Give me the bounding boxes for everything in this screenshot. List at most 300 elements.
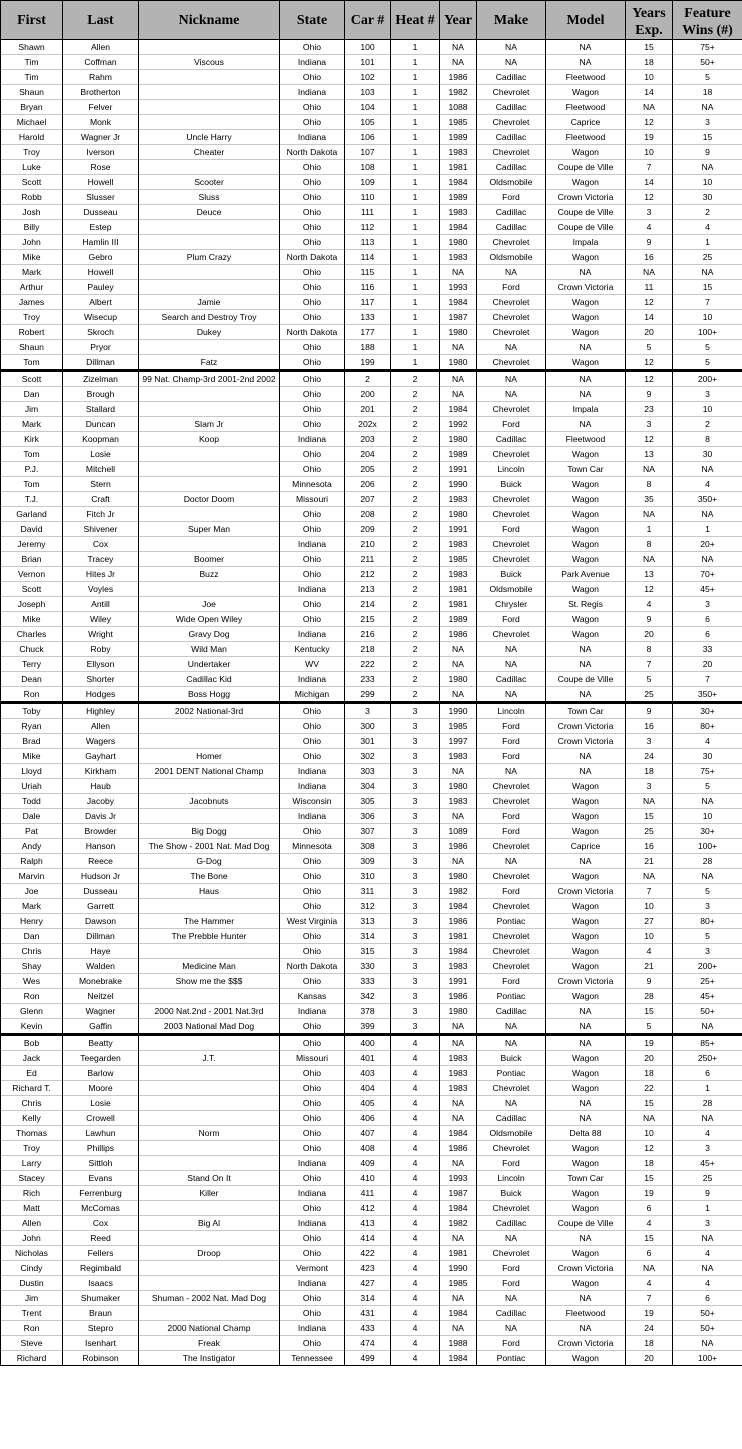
cell-years-exp: 16 xyxy=(626,250,673,265)
cell-model: Wagon xyxy=(546,929,626,944)
cell-year: NA xyxy=(440,642,477,657)
cell-state: Kansas xyxy=(280,989,345,1004)
cell-nickname xyxy=(139,100,280,115)
cell-heat-number: 3 xyxy=(391,824,440,839)
cell-feature-wins: 7 xyxy=(673,672,742,687)
cell-first: Jeremy xyxy=(1,537,63,552)
cell-year: 1984 xyxy=(440,1351,477,1366)
cell-years-exp: 6 xyxy=(626,1201,673,1216)
cell-model: Impala xyxy=(546,235,626,250)
cell-heat-number: 4 xyxy=(391,1066,440,1081)
cell-model: Coupe de Ville xyxy=(546,160,626,175)
cell-first: Ralph xyxy=(1,854,63,869)
cell-make: Cadillac xyxy=(477,220,546,235)
cell-state: Ohio xyxy=(280,552,345,567)
cell-feature-wins: 28 xyxy=(673,1096,742,1111)
cell-first: Rich xyxy=(1,1186,63,1201)
cell-make: NA xyxy=(477,387,546,402)
cell-heat-number: 3 xyxy=(391,959,440,974)
cell-last: Craft xyxy=(63,492,139,507)
cell-last: Rahm xyxy=(63,70,139,85)
cell-year: NA xyxy=(440,1231,477,1246)
cell-heat-number: 3 xyxy=(391,794,440,809)
header-feature-wins-line-2: Wins (#) xyxy=(682,23,733,38)
cell-make: NA xyxy=(477,1291,546,1306)
cell-years-exp: 4 xyxy=(626,597,673,612)
cell-heat-number: 1 xyxy=(391,70,440,85)
cell-first: Terry xyxy=(1,657,63,672)
cell-first: Richard xyxy=(1,1351,63,1366)
cell-years-exp: 27 xyxy=(626,914,673,929)
cell-make: Chevrolet xyxy=(477,310,546,325)
cell-years-exp: 20 xyxy=(626,1351,673,1366)
cell-make: Ford xyxy=(477,1276,546,1291)
cell-year: NA xyxy=(440,657,477,672)
cell-state: Ohio xyxy=(280,40,345,55)
cell-heat-number: 2 xyxy=(391,672,440,687)
cell-first: Scott xyxy=(1,175,63,190)
cell-model: Wagon xyxy=(546,310,626,325)
cell-make: NA xyxy=(477,340,546,355)
cell-first: Ron xyxy=(1,1321,63,1336)
cell-last: Phillips xyxy=(63,1141,139,1156)
cell-feature-wins: 4 xyxy=(673,734,742,749)
cell-nickname xyxy=(139,235,280,250)
cell-make: Oldsmobile xyxy=(477,175,546,190)
cell-heat-number: 4 xyxy=(391,1291,440,1306)
header-heat-number: Heat # xyxy=(391,1,440,40)
table-row xyxy=(1,250,742,265)
cell-state: Ohio xyxy=(280,974,345,989)
cell-first: John xyxy=(1,235,63,250)
cell-car-number: 215 xyxy=(345,612,391,627)
table-row xyxy=(1,839,742,854)
cell-years-exp: 8 xyxy=(626,642,673,657)
cell-car-number: 113 xyxy=(345,235,391,250)
cell-first: Matt xyxy=(1,1201,63,1216)
cell-make: Ford xyxy=(477,190,546,205)
cell-make: Chevrolet xyxy=(477,552,546,567)
cell-make: Oldsmobile xyxy=(477,1126,546,1141)
cell-years-exp: 7 xyxy=(626,657,673,672)
cell-year: 1987 xyxy=(440,1186,477,1201)
cell-years-exp: 18 xyxy=(626,55,673,70)
cell-year: 1991 xyxy=(440,522,477,537)
table-row xyxy=(1,265,742,280)
cell-year: 1980 xyxy=(440,432,477,447)
cell-last: Evans xyxy=(63,1171,139,1186)
cell-feature-wins: 5 xyxy=(673,355,742,371)
cell-feature-wins: 8 xyxy=(673,432,742,447)
cell-feature-wins: 30 xyxy=(673,749,742,764)
cell-last: Browder xyxy=(63,824,139,839)
cell-model: Wagon xyxy=(546,1201,626,1216)
cell-make: Cadillac xyxy=(477,672,546,687)
cell-feature-wins: 10 xyxy=(673,402,742,417)
cell-make: Chevrolet xyxy=(477,145,546,160)
cell-state: Ohio xyxy=(280,749,345,764)
cell-nickname: Doctor Doom xyxy=(139,492,280,507)
cell-last: Wagner Jr xyxy=(63,130,139,145)
cell-first: Ed xyxy=(1,1066,63,1081)
cell-year: 1983 xyxy=(440,537,477,552)
cell-first: Joseph xyxy=(1,597,63,612)
cell-last: Jacoby xyxy=(63,794,139,809)
cell-car-number: 100 xyxy=(345,40,391,55)
table-row xyxy=(1,1096,742,1111)
cell-state: North Dakota xyxy=(280,325,345,340)
cell-car-number: 423 xyxy=(345,1261,391,1276)
cell-year: 1989 xyxy=(440,130,477,145)
cell-car-number: 105 xyxy=(345,115,391,130)
cell-first: Shaun xyxy=(1,340,63,355)
cell-nickname xyxy=(139,1111,280,1126)
cell-nickname xyxy=(139,989,280,1004)
cell-first: John xyxy=(1,1231,63,1246)
cell-first: Brian xyxy=(1,552,63,567)
cell-last: Iverson xyxy=(63,145,139,160)
cell-last: Cox xyxy=(63,1216,139,1231)
cell-make: Chevrolet xyxy=(477,1081,546,1096)
cell-year: NA xyxy=(440,40,477,55)
cell-nickname: Plum Crazy xyxy=(139,250,280,265)
cell-years-exp: 16 xyxy=(626,839,673,854)
cell-first: Todd xyxy=(1,794,63,809)
cell-make: Ford xyxy=(477,824,546,839)
cell-nickname: 2002 National-3rd xyxy=(139,703,280,719)
cell-heat-number: 3 xyxy=(391,989,440,1004)
cell-last: Roby xyxy=(63,642,139,657)
table-row xyxy=(1,552,742,567)
cell-first: Luke xyxy=(1,160,63,175)
cell-year: 1989 xyxy=(440,612,477,627)
header-years-exp xyxy=(626,1,673,40)
cell-feature-wins: 3 xyxy=(673,387,742,402)
header-year: Year xyxy=(440,1,477,40)
cell-years-exp: 12 xyxy=(626,1141,673,1156)
cell-state: Missouri xyxy=(280,1051,345,1066)
cell-model: NA xyxy=(546,417,626,432)
cell-make: Pontiac xyxy=(477,989,546,1004)
cell-nickname: Sluss xyxy=(139,190,280,205)
cell-years-exp: 12 xyxy=(626,371,673,387)
cell-make: Chevrolet xyxy=(477,1201,546,1216)
cell-make: Cadillac xyxy=(477,432,546,447)
cell-car-number: 309 xyxy=(345,854,391,869)
cell-car-number: 403 xyxy=(345,1066,391,1081)
cell-state: Missouri xyxy=(280,492,345,507)
cell-car-number: 407 xyxy=(345,1126,391,1141)
cell-first: Tim xyxy=(1,70,63,85)
cell-last: Losie xyxy=(63,1096,139,1111)
cell-year: 1980 xyxy=(440,507,477,522)
cell-feature-wins: 2 xyxy=(673,205,742,220)
cell-model: Wagon xyxy=(546,914,626,929)
cell-heat-number: 4 xyxy=(391,1306,440,1321)
table-row xyxy=(1,145,742,160)
cell-heat-number: 1 xyxy=(391,265,440,280)
cell-nickname: Jacobnuts xyxy=(139,794,280,809)
cell-last: Beatty xyxy=(63,1035,139,1051)
cell-feature-wins: 45+ xyxy=(673,582,742,597)
cell-last: Duncan xyxy=(63,417,139,432)
cell-state: Ohio xyxy=(280,205,345,220)
cell-feature-wins: 80+ xyxy=(673,914,742,929)
header-model: Model xyxy=(546,1,626,40)
cell-car-number: 303 xyxy=(345,764,391,779)
cell-last: Allen xyxy=(63,719,139,734)
cell-car-number: 314 xyxy=(345,929,391,944)
cell-feature-wins: 45+ xyxy=(673,1156,742,1171)
cell-last: Albert xyxy=(63,295,139,310)
cell-heat-number: 4 xyxy=(391,1231,440,1246)
cell-nickname xyxy=(139,899,280,914)
cell-state: North Dakota xyxy=(280,959,345,974)
cell-years-exp: 16 xyxy=(626,719,673,734)
cell-year: 1983 xyxy=(440,1066,477,1081)
cell-last: Dawson xyxy=(63,914,139,929)
cell-nickname xyxy=(139,537,280,552)
cell-heat-number: 1 xyxy=(391,100,440,115)
cell-years-exp: 8 xyxy=(626,537,673,552)
cell-feature-wins: 5 xyxy=(673,884,742,899)
cell-year: 1984 xyxy=(440,220,477,235)
cell-years-exp: 9 xyxy=(626,387,673,402)
cell-heat-number: 2 xyxy=(391,371,440,387)
table-row xyxy=(1,355,742,371)
cell-year: NA xyxy=(440,854,477,869)
cell-state: Tennessee xyxy=(280,1351,345,1366)
table-row xyxy=(1,824,742,839)
table-row xyxy=(1,205,742,220)
cell-nickname: Haus xyxy=(139,884,280,899)
cell-car-number: 342 xyxy=(345,989,391,1004)
cell-years-exp: 24 xyxy=(626,1321,673,1336)
table-row xyxy=(1,1066,742,1081)
cell-model: Wagon xyxy=(546,824,626,839)
cell-last: McComas xyxy=(63,1201,139,1216)
cell-nickname: Scooter xyxy=(139,175,280,190)
cell-nickname xyxy=(139,1096,280,1111)
cell-make: Buick xyxy=(477,1051,546,1066)
cell-heat-number: 1 xyxy=(391,235,440,250)
cell-car-number: 109 xyxy=(345,175,391,190)
cell-state: Ohio xyxy=(280,884,345,899)
cell-model: Wagon xyxy=(546,1156,626,1171)
cell-nickname: Cadillac Kid xyxy=(139,672,280,687)
table-row xyxy=(1,884,742,899)
table-row xyxy=(1,280,742,295)
cell-heat-number: 2 xyxy=(391,537,440,552)
cell-model: Wagon xyxy=(546,612,626,627)
cell-year: 1983 xyxy=(440,250,477,265)
header-years-exp-line-1: Years xyxy=(632,6,666,21)
cell-year: 1983 xyxy=(440,1081,477,1096)
cell-nickname: 99 Nat. Champ-3rd 2001-2nd 2002 xyxy=(139,371,280,387)
cell-feature-wins: 4 xyxy=(673,1276,742,1291)
cell-make: Cadillac xyxy=(477,160,546,175)
cell-last: Braun xyxy=(63,1306,139,1321)
cell-nickname: 2001 DENT National Champ xyxy=(139,764,280,779)
cell-feature-wins: 5 xyxy=(673,70,742,85)
cell-state: Minnesota xyxy=(280,839,345,854)
cell-first: Andy xyxy=(1,839,63,854)
cell-first: Ron xyxy=(1,989,63,1004)
cell-car-number: 474 xyxy=(345,1336,391,1351)
cell-feature-wins: 30 xyxy=(673,190,742,205)
cell-nickname xyxy=(139,85,280,100)
cell-heat-number: 4 xyxy=(391,1035,440,1051)
cell-years-exp: 11 xyxy=(626,280,673,295)
cell-year: 1988 xyxy=(440,1336,477,1351)
cell-last: Hodges xyxy=(63,687,139,703)
cell-nickname xyxy=(139,160,280,175)
cell-state: Ohio xyxy=(280,310,345,325)
cell-first: Kirk xyxy=(1,432,63,447)
cell-year: 1983 xyxy=(440,1051,477,1066)
table-row xyxy=(1,220,742,235)
cell-state: Michigan xyxy=(280,687,345,703)
table-row xyxy=(1,492,742,507)
cell-model: St. Regis xyxy=(546,597,626,612)
cell-last: Stallard xyxy=(63,402,139,417)
cell-model: Impala xyxy=(546,402,626,417)
cell-first: Dean xyxy=(1,672,63,687)
cell-state: Ohio xyxy=(280,1201,345,1216)
cell-car-number: 313 xyxy=(345,914,391,929)
cell-year: 1980 xyxy=(440,779,477,794)
cell-last: Haub xyxy=(63,779,139,794)
cell-car-number: 206 xyxy=(345,477,391,492)
cell-car-number: 201 xyxy=(345,402,391,417)
cell-make: Oldsmobile xyxy=(477,582,546,597)
cell-feature-wins: 350+ xyxy=(673,687,742,703)
cell-year: 1984 xyxy=(440,175,477,190)
cell-year: 1982 xyxy=(440,85,477,100)
cell-years-exp: NA xyxy=(626,100,673,115)
cell-feature-wins: 25 xyxy=(673,1171,742,1186)
cell-years-exp: 19 xyxy=(626,1186,673,1201)
cell-year: 1980 xyxy=(440,869,477,884)
cell-make: Cadillac xyxy=(477,70,546,85)
cell-last: Koopman xyxy=(63,432,139,447)
cell-first: Jim xyxy=(1,402,63,417)
cell-year: NA xyxy=(440,1035,477,1051)
cell-years-exp: 9 xyxy=(626,612,673,627)
cell-make: Ford xyxy=(477,417,546,432)
cell-nickname xyxy=(139,1141,280,1156)
cell-make: Cadillac xyxy=(477,1004,546,1019)
cell-state: Indiana xyxy=(280,1276,345,1291)
cell-make: Ford xyxy=(477,1336,546,1351)
cell-state: Ohio xyxy=(280,1336,345,1351)
table-row xyxy=(1,175,742,190)
cell-years-exp: 20 xyxy=(626,1051,673,1066)
cell-years-exp: 7 xyxy=(626,884,673,899)
cell-nickname: Wild Man xyxy=(139,642,280,657)
cell-state: Ohio xyxy=(280,1171,345,1186)
table-row xyxy=(1,522,742,537)
cell-heat-number: 4 xyxy=(391,1276,440,1291)
cell-car-number: 314 xyxy=(345,1291,391,1306)
cell-first: Kelly xyxy=(1,1111,63,1126)
cell-feature-wins: 200+ xyxy=(673,371,742,387)
cell-make: NA xyxy=(477,1019,546,1035)
cell-heat-number: 4 xyxy=(391,1201,440,1216)
cell-year: NA xyxy=(440,764,477,779)
cell-nickname xyxy=(139,1066,280,1081)
cell-make: Ford xyxy=(477,719,546,734)
cell-years-exp: 15 xyxy=(626,40,673,55)
cell-first: Troy xyxy=(1,310,63,325)
cell-nickname xyxy=(139,340,280,355)
cell-make: NA xyxy=(477,854,546,869)
cell-state: Ohio xyxy=(280,220,345,235)
cell-first: Mark xyxy=(1,417,63,432)
cell-model: Wagon xyxy=(546,355,626,371)
cell-make: NA xyxy=(477,642,546,657)
cell-years-exp: 14 xyxy=(626,85,673,100)
cell-first: Uriah xyxy=(1,779,63,794)
cell-make: Chevrolet xyxy=(477,1246,546,1261)
table-row xyxy=(1,1171,742,1186)
cell-years-exp: 7 xyxy=(626,1291,673,1306)
cell-year: 1990 xyxy=(440,1261,477,1276)
cell-state: Ohio xyxy=(280,70,345,85)
cell-nickname xyxy=(139,70,280,85)
cell-nickname xyxy=(139,280,280,295)
cell-heat-number: 1 xyxy=(391,355,440,371)
cell-heat-number: 4 xyxy=(391,1246,440,1261)
cell-years-exp: 19 xyxy=(626,1035,673,1051)
table-row xyxy=(1,1231,742,1246)
cell-years-exp: 9 xyxy=(626,235,673,250)
cell-last: Monebrake xyxy=(63,974,139,989)
cell-car-number: 101 xyxy=(345,55,391,70)
cell-state: Wisconsin xyxy=(280,794,345,809)
cell-nickname: Boss Hogg xyxy=(139,687,280,703)
cell-heat-number: 4 xyxy=(391,1321,440,1336)
cell-heat-number: 1 xyxy=(391,85,440,100)
cell-years-exp: 4 xyxy=(626,944,673,959)
cell-year: 1986 xyxy=(440,989,477,1004)
cell-year: 1987 xyxy=(440,310,477,325)
cell-last: Walden xyxy=(63,959,139,974)
cell-last: Barlow xyxy=(63,1066,139,1081)
cell-last: Hites Jr xyxy=(63,567,139,582)
table-row xyxy=(1,627,742,642)
cell-nickname: 2000 Nat.2nd - 2001 Nat.3rd xyxy=(139,1004,280,1019)
cell-car-number: 433 xyxy=(345,1321,391,1336)
cell-state: Ohio xyxy=(280,462,345,477)
table-row xyxy=(1,130,742,145)
cell-car-number: 188 xyxy=(345,340,391,355)
cell-heat-number: 1 xyxy=(391,280,440,295)
cell-car-number: 207 xyxy=(345,492,391,507)
cell-car-number: 108 xyxy=(345,160,391,175)
cell-year: 1983 xyxy=(440,749,477,764)
cell-year: 1984 xyxy=(440,1201,477,1216)
table-header xyxy=(1,1,742,40)
cell-nickname: Show me the $$$ xyxy=(139,974,280,989)
cell-make: Ford xyxy=(477,734,546,749)
cell-model: Wagon xyxy=(546,1051,626,1066)
table-row xyxy=(1,190,742,205)
table-row xyxy=(1,734,742,749)
cell-car-number: 306 xyxy=(345,809,391,824)
cell-feature-wins: 3 xyxy=(673,1216,742,1231)
cell-state: North Dakota xyxy=(280,145,345,160)
